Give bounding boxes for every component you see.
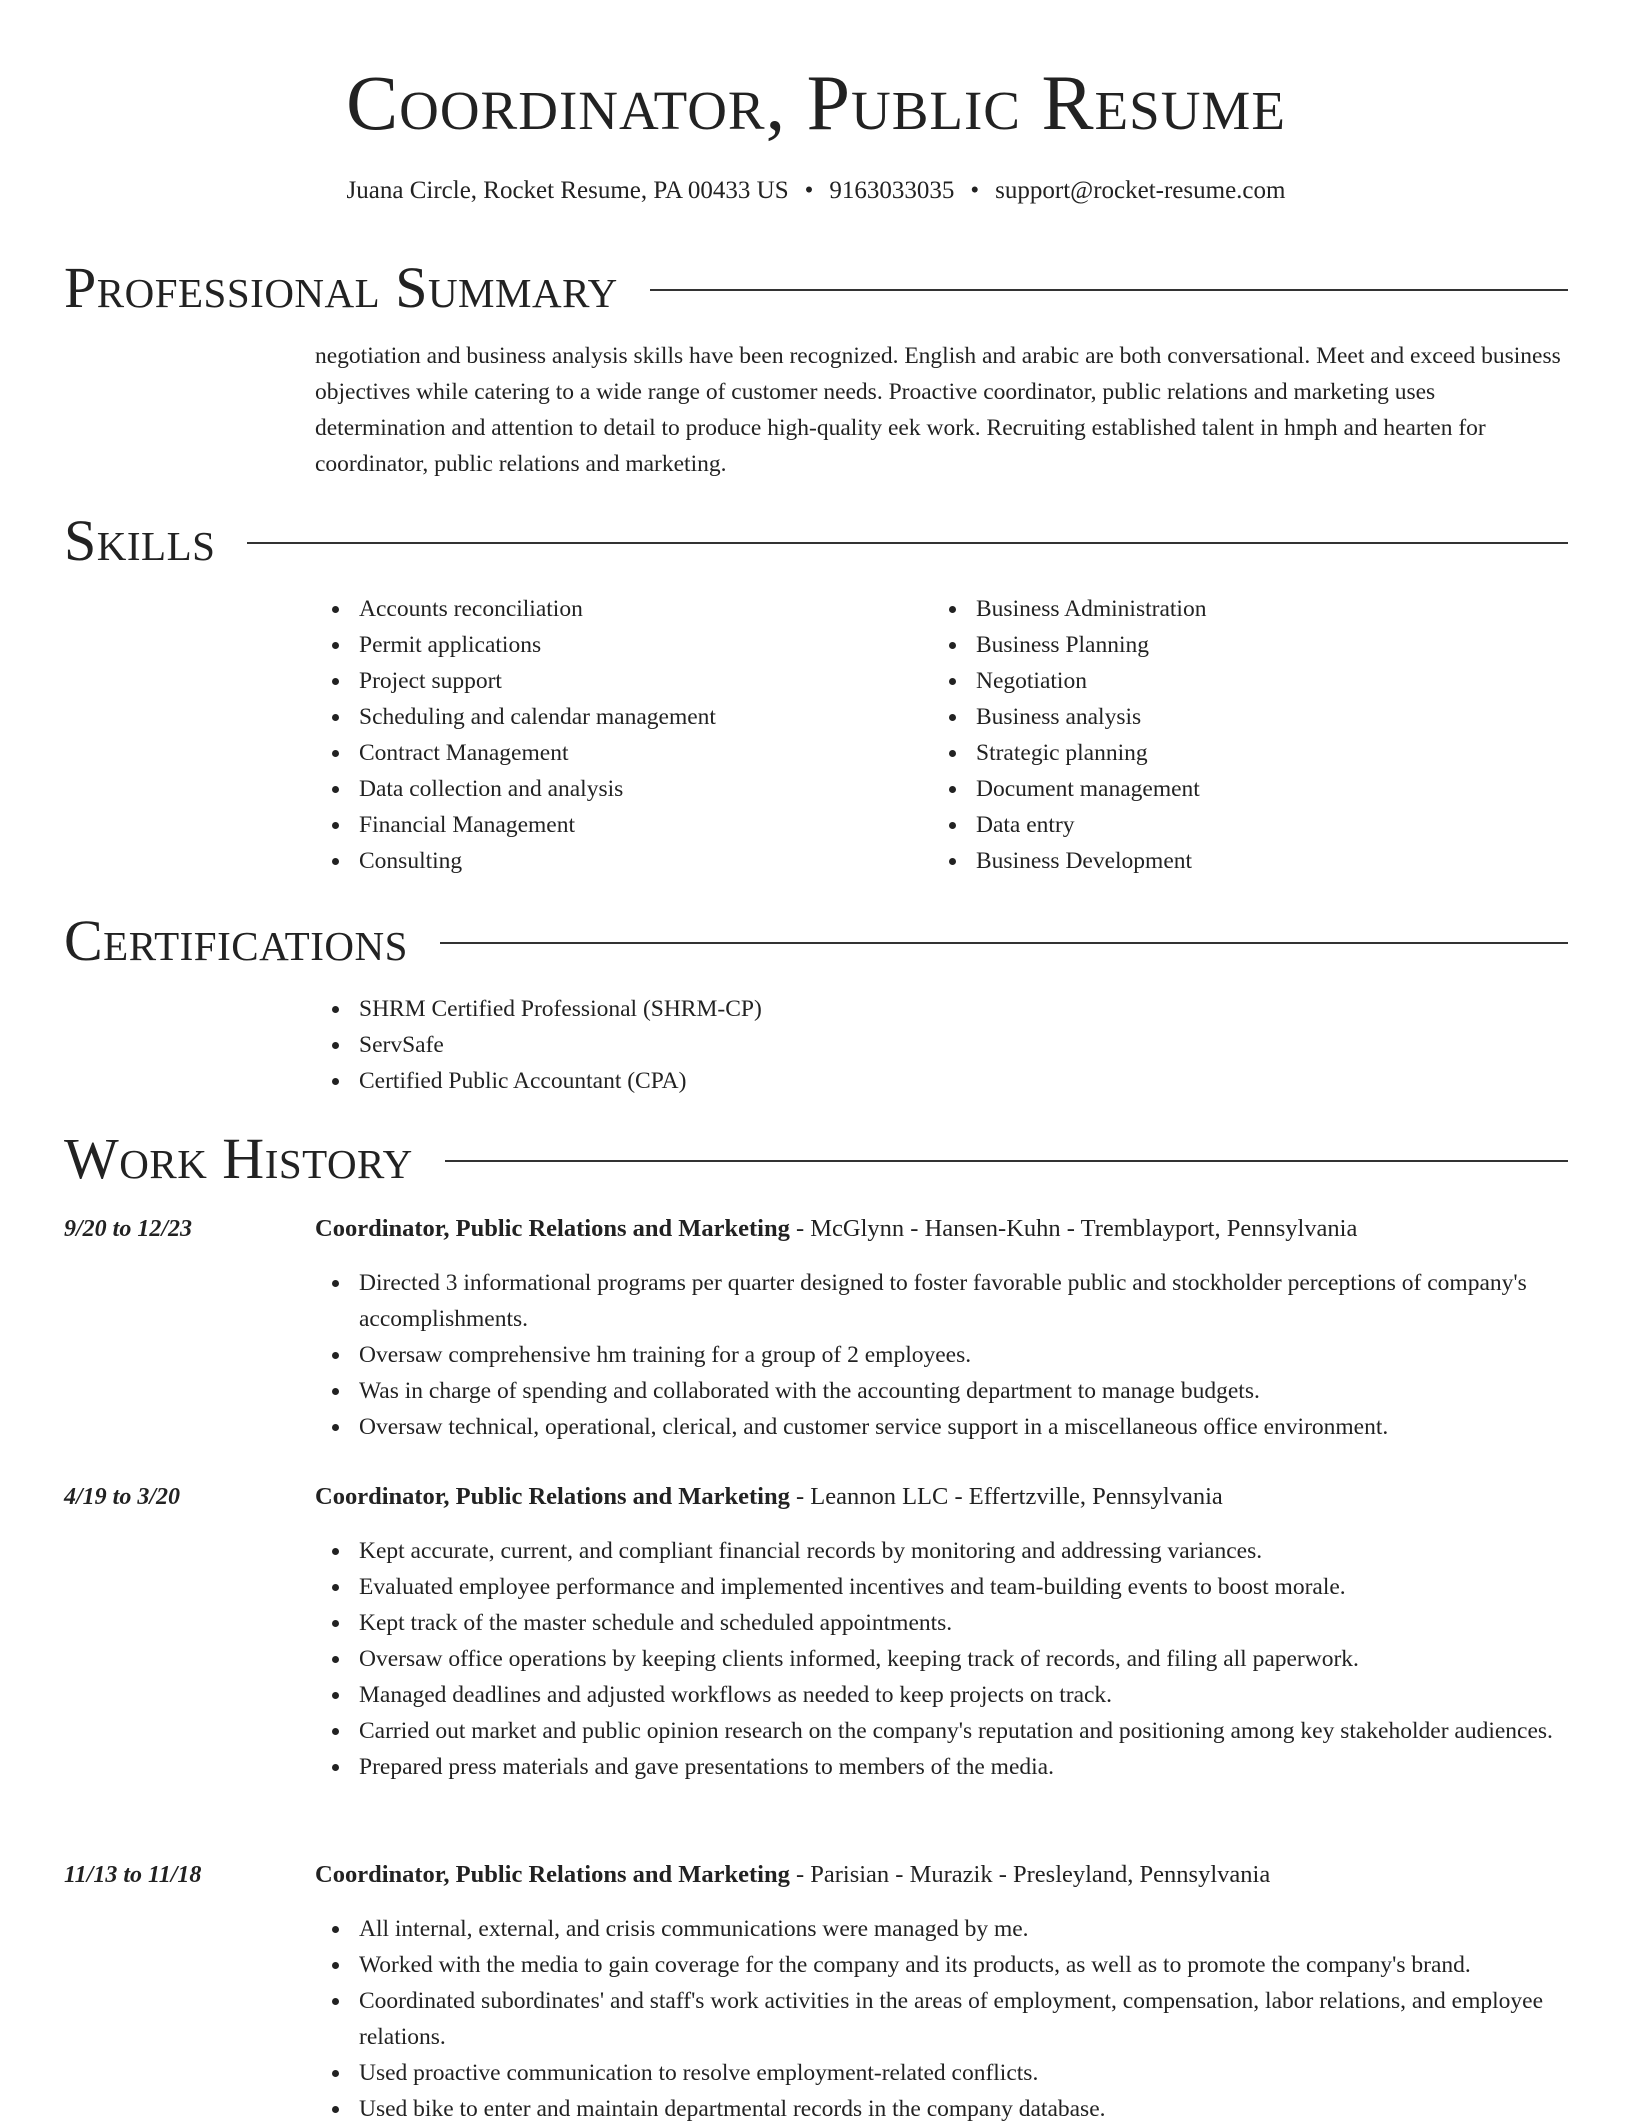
skill-item: Permit applications — [359, 627, 875, 663]
section-divider — [440, 942, 1568, 944]
contact-address: Juana Circle, Rocket Resume, PA 00433 US — [346, 177, 789, 204]
job-bullet: Prepared press materials and gave presentations to members of the media. — [359, 1749, 1568, 1785]
job-dates: 4/19 to 3/20 — [64, 1484, 181, 1510]
section-title-work-history: Work History — [64, 1126, 413, 1191]
section-divider — [247, 542, 1568, 544]
section-title-certifications: Certifications — [64, 908, 408, 973]
skills-column-left — [315, 591, 875, 879]
job-bullet: Oversaw comprehensive hm training for a group of 2 employees. — [359, 1337, 1568, 1373]
section-header-certifications — [64, 906, 1568, 976]
job-bullet: Used proactive communication to resolve employment-related conflicts. — [359, 2055, 1568, 2091]
skill-item: Project support — [359, 663, 875, 699]
skills-column-right — [932, 591, 1532, 879]
job-dates: 9/20 to 12/23 — [64, 1216, 193, 1242]
skill-item: Contract Management — [359, 735, 875, 771]
skill-item: Consulting — [359, 843, 875, 879]
job-title: Coordinator, Public Relations and Marketing — [315, 1861, 790, 1888]
job-bullet: Kept accurate, current, and compliant financial records by monitoring and addressing variances. — [359, 1533, 1568, 1569]
job-employer: - McGlynn - Hansen-Kuhn - Tremblayport, Pennsylvania — [789, 1215, 1358, 1242]
job-bullet: Coordinated subordinates' and staff's work activities in the areas of employment, compensation, labor relations, and employee relations. — [359, 1983, 1568, 2055]
job-title: Coordinator, Public Relations and Marketing — [315, 1483, 790, 1510]
job-title-line — [315, 1479, 1223, 1515]
job-bullet: Was in charge of spending and collaborated with the accounting department to manage budgets. — [359, 1373, 1568, 1409]
skill-item: Business Development — [976, 843, 1532, 879]
job-bullet: Used bike to enter and maintain departmental records in the company database. — [359, 2091, 1568, 2127]
job-title-line — [315, 1211, 1357, 1247]
contact-phone: 9163033035 — [829, 177, 955, 204]
job-bullet: Worked with the media to gain coverage for the company and its products, as well as to promote the company's brand. — [359, 1947, 1568, 1983]
job-bullet: Managed deadlines and adjusted workflows as needed to keep projects on track. — [359, 1677, 1568, 1713]
skill-item: Business analysis — [976, 699, 1532, 735]
contact-separator: • — [804, 177, 814, 204]
job-bullet: Evaluated employee performance and implemented incentives and team-building events to boost morale. — [359, 1569, 1568, 1605]
summary-text: negotiation and business analysis skills have been recognized. English and arabic are both conversational. Meet and exceed business objectives while catering to a wide range of customer needs. Proactive coordinator, public relations and marketing uses determination and attention to detail to produce high-quality eek work. Recruiting established talent in hmph and hearten for coordinator, public relations and marketing. — [315, 343, 1561, 477]
skill-item: Accounts reconciliation — [359, 591, 875, 627]
skill-item: Strategic planning — [976, 735, 1532, 771]
skill-item: Data entry — [976, 807, 1532, 843]
skill-item: Document management — [976, 771, 1532, 807]
job-employer: - Parisian - Murazik - Presleyland, Pennsylvania — [789, 1861, 1271, 1888]
certification-item: Certified Public Accountant (CPA) — [359, 1063, 1215, 1099]
skill-item: Data collection and analysis — [359, 771, 875, 807]
section-title-skills: Skills — [64, 508, 216, 573]
section-title-summary: Professional Summary — [64, 255, 618, 320]
job-title: Coordinator, Public Relations and Marketing — [315, 1215, 790, 1242]
section-divider — [445, 1160, 1568, 1162]
section-header-skills — [64, 506, 1568, 576]
job-employer: - Leannon LLC - Effertzville, Pennsylvania — [789, 1483, 1223, 1510]
certification-item: SHRM Certified Professional (SHRM-CP) — [359, 991, 1215, 1027]
skill-item: Business Planning — [976, 627, 1532, 663]
job-bullet: Oversaw technical, operational, clerical, and customer service support in a miscellaneous office environment. — [359, 1409, 1568, 1445]
job-bullet: Carried out market and public opinion research on the company's reputation and positioning among key stakeholder audiences. — [359, 1713, 1568, 1749]
job-bullet: Oversaw office operations by keeping clients informed, keeping track of records, and filing all paperwork. — [359, 1641, 1568, 1677]
job-dates: 11/13 to 11/18 — [64, 1862, 202, 1888]
skill-item: Negotiation — [976, 663, 1532, 699]
resume-name-heading: Coordinator, Public Resume — [346, 59, 1286, 146]
skill-item: Scheduling and calendar management — [359, 699, 875, 735]
job-bullet: Kept track of the master schedule and scheduled appointments. — [359, 1605, 1568, 1641]
certification-item: ServSafe — [359, 1027, 1215, 1063]
section-header-work-history — [64, 1124, 1568, 1194]
skill-item: Financial Management — [359, 807, 875, 843]
skill-item: Business Administration — [976, 591, 1532, 627]
certifications-list — [315, 991, 1215, 1099]
section-divider — [650, 289, 1568, 291]
contact-line — [0, 174, 1632, 208]
job-bullet: Directed 3 informational programs per quarter designed to foster favorable public and stockholder perceptions of company's accomplishments. — [359, 1265, 1568, 1337]
job-bullet: All internal, external, and crisis communications were managed by me. — [359, 1911, 1568, 1947]
contact-email: support@rocket-resume.com — [995, 177, 1286, 204]
contact-separator: • — [970, 177, 980, 204]
section-header-summary — [64, 253, 1568, 323]
job-title-line — [315, 1857, 1270, 1893]
